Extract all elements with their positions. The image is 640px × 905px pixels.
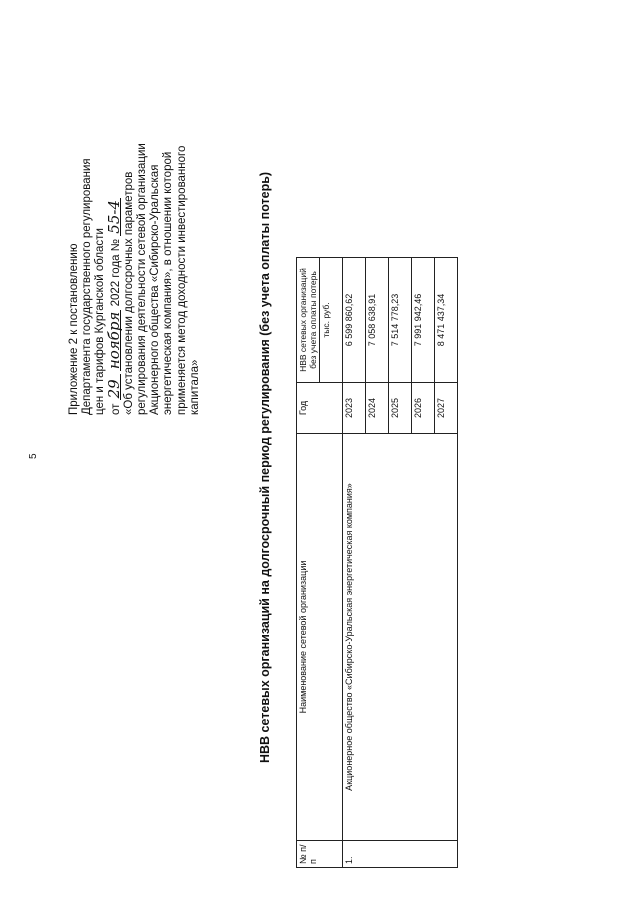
header-org: Наименование сетевой организации bbox=[297, 434, 343, 841]
table-row bbox=[343, 258, 366, 868]
year-cell: 2024 bbox=[366, 383, 389, 434]
year-cell: 2026 bbox=[412, 383, 435, 434]
value-cell: 8 471 437,34 bbox=[435, 258, 458, 383]
table-header-row bbox=[297, 258, 320, 868]
date-month-handwritten: ноября bbox=[104, 311, 123, 370]
date-day-handwritten: 29 bbox=[108, 374, 121, 400]
appendix-desc-6: капитала» bbox=[188, 359, 201, 415]
year-cell: 2025 bbox=[389, 383, 412, 434]
header-value: НВВ сетевых организаций без учета оплаты потерь bbox=[297, 258, 320, 383]
date-year: 2022 года № bbox=[109, 238, 122, 307]
appendix-desc-3: Акционерного общества «Сибирско-Уральская bbox=[149, 164, 162, 415]
header-unit: тыс. руб. bbox=[320, 258, 343, 383]
appendix-desc-4: энергетическая компания», в отношении которой bbox=[162, 151, 175, 415]
header-year: Год bbox=[297, 383, 343, 434]
value-cell: 6 599 860,62 bbox=[343, 258, 366, 383]
appendix-line-3: цен и тарифов Курганской области bbox=[94, 228, 107, 415]
date-prefix: от bbox=[109, 403, 122, 415]
organization-name: Акционерное общество «Сибирско-Уральская энергетическая компания» bbox=[343, 434, 458, 841]
appendix-desc-5: применяется метод доходности инвестированного bbox=[175, 145, 188, 415]
header-num: № п/п bbox=[297, 841, 343, 868]
appendix-desc-1: «Об установлении долгосрочных параметров bbox=[122, 171, 135, 415]
nvv-table bbox=[296, 257, 458, 868]
appendix-line-1: Приложение 2 к постановлению bbox=[68, 243, 80, 415]
resolution-number-handwritten: 55-4 bbox=[104, 200, 123, 234]
value-cell: 7 991 942,46 bbox=[412, 258, 435, 383]
page-number: 5 bbox=[28, 453, 39, 459]
row-number: 1. bbox=[343, 841, 458, 868]
year-cell: 2027 bbox=[435, 383, 458, 434]
appendix-date-line bbox=[104, 75, 123, 415]
value-cell: 7 514 778,23 bbox=[389, 258, 412, 383]
appendix-desc-2: регулирования деятельности сетевой организации bbox=[136, 143, 149, 415]
document-title: НВВ сетевых организаций на долгосрочный период регулирования (без учета оплаты потерь) bbox=[258, 171, 272, 763]
appendix-line-2: Департамента государственного регулирования bbox=[81, 158, 94, 415]
appendix-block bbox=[68, 75, 202, 415]
year-cell: 2023 bbox=[343, 383, 366, 434]
value-cell: 7 058 638,91 bbox=[366, 258, 389, 383]
